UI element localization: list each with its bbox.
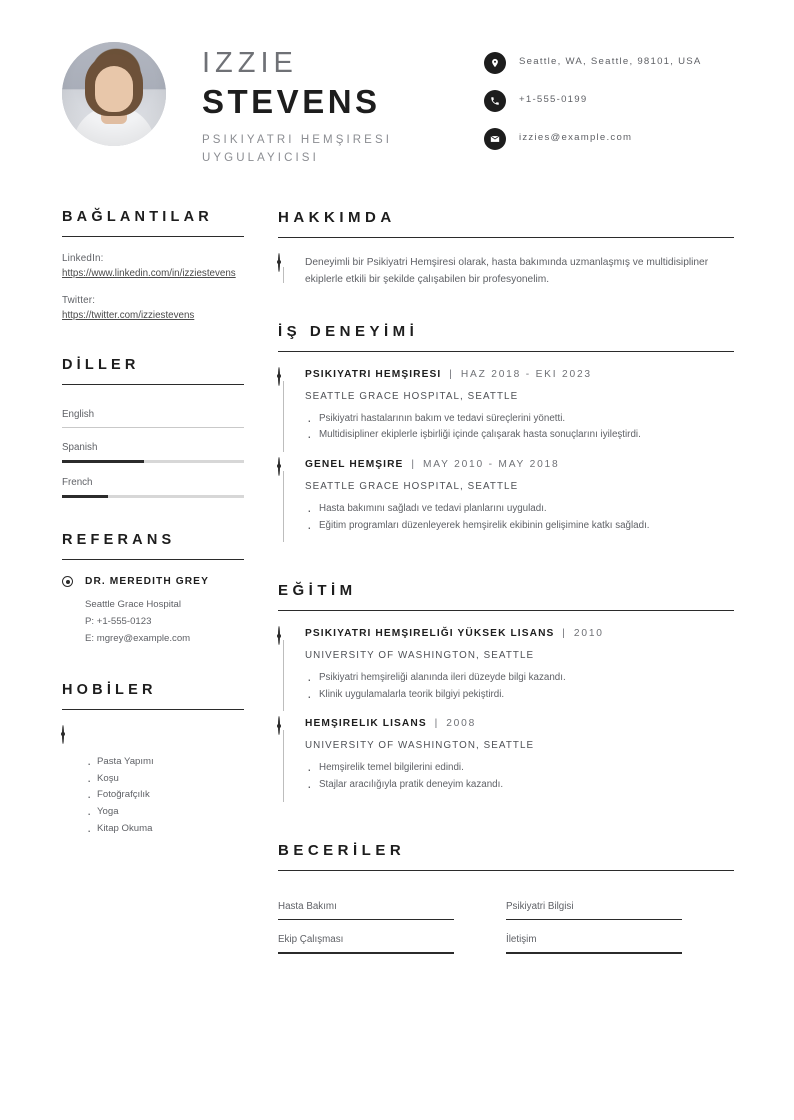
job-date: MAY 2010 - MAY 2018 — [422, 458, 560, 470]
section-reference — [62, 532, 244, 647]
link-item — [62, 295, 244, 323]
list-item: · Eğitim programları düzenleyerek hemşirelik ekibinin gelişimine katkı sağladı. — [305, 518, 734, 535]
degree-name: PSIKIYATRI HEMŞIRELIĞI YÜKSEK LISANS — [305, 628, 555, 640]
timeline-line — [283, 381, 284, 452]
job-title: PSIKIYATRI HEMŞIRESI UYGULAYICISI — [202, 134, 393, 164]
resume-body — [0, 167, 794, 954]
section-hobbies — [62, 682, 244, 838]
reference-email: E: mgrey@example.com — [85, 632, 191, 644]
job-bullets — [305, 501, 734, 534]
degree-date: 2008 — [446, 718, 477, 730]
section-about — [278, 209, 734, 289]
degree-date: 2010 — [573, 628, 604, 640]
language-level-bar — [62, 495, 244, 498]
job-date: HAZ 2018 - EKI 2023 — [460, 368, 592, 380]
timeline-marker — [278, 254, 291, 289]
list-item: · Klinik uygulamalarla teorik bilgiyi pekiştirdi. — [305, 687, 734, 704]
list-item: · Kitap Okuma — [85, 821, 244, 838]
timeline-line — [283, 471, 284, 542]
skills-grid — [278, 887, 734, 954]
list-item — [62, 401, 244, 428]
experience-entry — [278, 458, 734, 548]
reference-phone: P: +1-555-0123 — [85, 616, 152, 628]
education-entry — [278, 627, 734, 717]
skill-label: İletişim — [506, 934, 537, 946]
timeline-marker — [278, 368, 291, 458]
reference-details — [62, 597, 244, 647]
entry-title-row: GENEL HEMŞIRE | MAY 2010 - MAY 2018 — [305, 458, 560, 470]
entry-body — [305, 368, 734, 458]
school-name: UNIVERSITY OF WASHINGTON, SEATTLE — [305, 740, 535, 752]
timeline-marker — [278, 717, 291, 807]
entry-title-row: HEMŞIRELIK LISANS | 2008 — [305, 718, 477, 730]
entry-title-row: PSIKIYATRI HEMŞIRELIĞI YÜKSEK LISANS | 2010 — [305, 628, 604, 640]
location-pin-icon — [484, 52, 506, 74]
linkedin-url[interactable]: https://www.linkedin.com/in/izziestevens — [62, 267, 236, 279]
skill-label: Hasta Bakımı — [278, 900, 337, 912]
contact-email — [484, 128, 734, 150]
target-dot-icon — [278, 457, 280, 476]
list-item: · Multidisipliner ekiplerle işbirliği içinde çalışarak hasta sonuçlarını iyileştirdi. — [305, 427, 734, 444]
skill-label: Psikiyatri Bilgisi — [506, 900, 574, 912]
about-entry — [278, 254, 734, 289]
list-item — [62, 434, 244, 463]
hobbies-list — [62, 754, 244, 838]
job-bullets — [305, 411, 734, 444]
section-skills — [278, 842, 734, 954]
skill-item — [278, 934, 506, 954]
phone-icon — [484, 90, 506, 112]
target-dot-icon — [278, 626, 280, 645]
timeline-marker — [278, 627, 291, 717]
address-text: Seattle, WA, Seattle, 98101, USA — [519, 56, 702, 67]
main-column — [278, 209, 734, 954]
about-text: Deneyimli bir Psikiyatri Hemşiresi olarak, hasta bakımında uzmanlaşmış ve multidisipliner ekiplerle etkili bir şekilde çalışabilen bir profesyonelim. — [305, 256, 709, 285]
list-item: · Hemşirelik temel bilgilerini edindi. — [305, 760, 734, 777]
sidebar-column — [62, 209, 244, 954]
hobbies-heading: HOBİLER — [62, 682, 244, 710]
skills-heading: BECERİLER — [278, 842, 734, 871]
skill-label: Ekip Çalışması — [278, 934, 344, 946]
link-item — [62, 253, 244, 281]
section-links — [62, 209, 244, 323]
reference-heading: REFERANS — [62, 532, 244, 560]
timeline-line — [283, 267, 284, 283]
entry-body — [305, 627, 734, 717]
twitter-label: Twitter: — [62, 295, 96, 307]
target-dot-icon — [278, 716, 280, 735]
list-item: · Koşu — [85, 771, 244, 788]
avatar-vignette — [62, 42, 166, 146]
hobbies-body — [62, 726, 244, 838]
target-dot-icon — [278, 253, 280, 272]
entry-title-row: PSIKIYATRI HEMŞIRESI | HAZ 2018 - EKI 2023 — [305, 368, 592, 380]
list-item: · Fotoğrafçılık — [85, 787, 244, 804]
job-role: GENEL HEMŞIRE — [305, 458, 404, 470]
reference-org: Seattle Grace Hospital — [85, 599, 181, 611]
language-level-bar — [62, 460, 244, 463]
skill-bar — [506, 919, 682, 921]
avatar — [62, 42, 166, 146]
envelope-icon — [484, 128, 506, 150]
timeline-line — [283, 730, 284, 801]
linkedin-label: LinkedIn: — [62, 252, 104, 264]
skill-bar — [278, 919, 454, 921]
job-role: PSIKIYATRI HEMŞIRESI — [305, 368, 442, 380]
job-organization: SEATTLE GRACE HOSPITAL, SEATTLE — [305, 480, 519, 492]
phone-text: +1-555-0199 — [519, 94, 588, 105]
degree-bullets — [305, 760, 734, 793]
degree-bullets — [305, 670, 734, 703]
resume-header — [0, 0, 794, 167]
reference-entry — [62, 576, 244, 587]
entry-body — [305, 717, 734, 807]
languages-heading: DİLLER — [62, 357, 244, 385]
skill-item — [506, 934, 734, 954]
section-experience — [278, 323, 734, 549]
contact-phone — [484, 90, 734, 112]
experience-heading: İŞ DENEYİMİ — [278, 323, 734, 352]
contact-block — [484, 42, 734, 166]
first-name: IZZIE — [202, 47, 298, 79]
list-item — [62, 469, 244, 498]
skill-item — [278, 901, 506, 921]
experience-entry — [278, 368, 734, 458]
email-text: izzies@example.com — [519, 132, 633, 143]
twitter-url[interactable]: https://twitter.com/izziestevens — [62, 310, 195, 322]
language-rule — [62, 427, 244, 428]
school-name: UNIVERSITY OF WASHINGTON, SEATTLE — [305, 650, 535, 662]
skill-bar — [506, 952, 682, 954]
education-entry — [278, 717, 734, 807]
reference-name: DR. MEREDITH GREY — [85, 576, 209, 588]
list-item: · Yoga — [85, 804, 244, 821]
timeline-marker — [278, 458, 291, 548]
list-item: · Stajlar aracılığıyla pratik deneyim kazandı. — [305, 777, 734, 794]
language-name: Spanish — [62, 442, 98, 454]
about-heading: HAKKIMDA — [278, 209, 734, 238]
skill-bar — [278, 952, 454, 954]
language-name: English — [62, 409, 95, 421]
links-heading: BAĞLANTILAR — [62, 209, 244, 237]
list-item: · Hasta bakımını sağladı ve tedavi planlarını uyguladı. — [305, 501, 734, 518]
language-name: French — [62, 477, 93, 489]
target-dot-icon — [62, 576, 73, 587]
contact-address — [484, 52, 734, 74]
job-organization: SEATTLE GRACE HOSPITAL, SEATTLE — [305, 390, 519, 402]
list-item: · Psikiyatri hastalarının bakım ve tedavi süreçlerini yönetti. — [305, 411, 734, 428]
education-heading: EĞİTİM — [278, 582, 734, 611]
last-name: STEVENS — [202, 82, 381, 120]
degree-name: HEMŞIRELIK LISANS — [305, 718, 427, 730]
list-item: · Psikiyatri hemşireliği alanında ileri düzeyde bilgi kazandı. — [305, 670, 734, 687]
target-dot-icon — [278, 367, 280, 386]
section-languages — [62, 357, 244, 498]
name-block — [202, 42, 484, 167]
entry-body — [305, 458, 734, 548]
timeline-line — [283, 640, 284, 711]
skill-item — [506, 901, 734, 921]
target-dot-icon — [62, 725, 64, 744]
list-item: · Pasta Yapımı — [85, 754, 244, 771]
section-education — [278, 582, 734, 808]
